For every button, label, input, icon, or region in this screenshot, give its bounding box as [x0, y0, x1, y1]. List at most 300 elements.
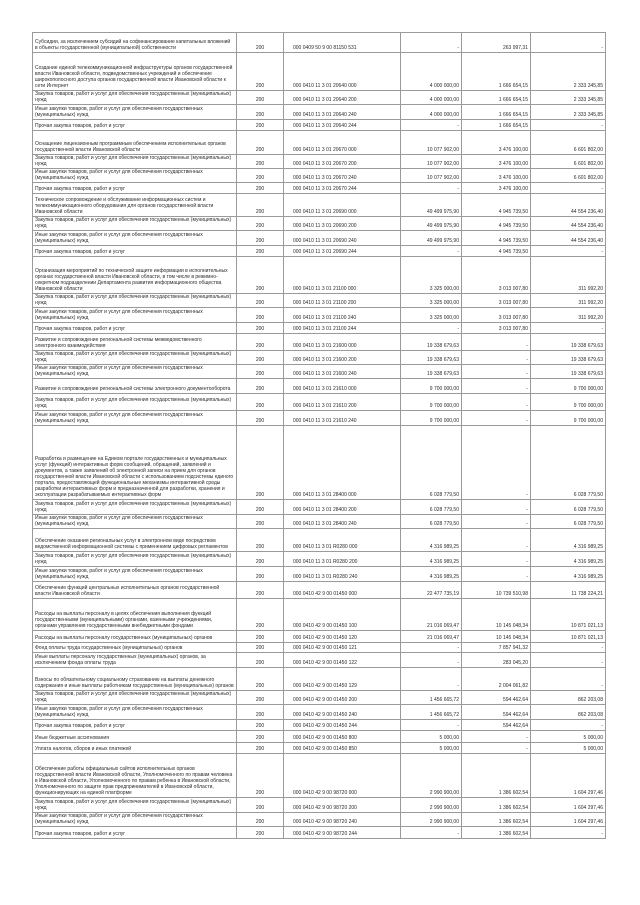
table-row: [33, 827, 606, 839]
row-budget-code: 000 0410 11 3 01 R0280 000: [284, 529, 401, 551]
row-executed-amount: 4 945 739,50: [462, 194, 531, 216]
row-approved-amount: 4 316 989,25: [401, 529, 462, 551]
row-budget-code: 000 0410 11 3 01 R0280 240: [284, 567, 401, 581]
row-budget-code: 000 0410 42 9 00 01450 850: [284, 743, 401, 753]
table-row: [33, 500, 606, 515]
row-budget-code: 000 0410 11 3 01 20640 200: [284, 91, 401, 104]
row-budget-code: 000 0410 42 9 00 01450 000: [284, 582, 401, 598]
row-approved-amount: 4 316 989,25: [401, 567, 462, 581]
row-unexecuted-amount: 6 028 779,50: [531, 500, 606, 514]
row-approved-amount: 4 316 989,25: [401, 552, 462, 566]
table-row: [33, 231, 606, 246]
row-description: Прочая закупка товаров, работ и услуг: [33, 183, 237, 193]
table-row: [33, 334, 606, 351]
row-executed-amount: -: [462, 351, 531, 364]
table-row: [33, 246, 606, 257]
row-executed-amount: 1 666 654,15: [462, 53, 531, 90]
row-line-code: 200: [237, 515, 284, 528]
row-approved-amount: 10 077 902,00: [401, 155, 462, 168]
row-unexecuted-amount: -: [531, 720, 606, 730]
row-budget-code: 000 0410 11 3 01 20670 200: [284, 155, 401, 168]
row-line-code: 200: [237, 308, 284, 322]
row-approved-amount: -: [401, 827, 462, 838]
row-executed-amount: 3 476 100,00: [462, 155, 531, 168]
row-line-code: 200: [237, 33, 284, 52]
table-row: [33, 813, 606, 827]
row-approved-amount: 10 077 902,00: [401, 131, 462, 154]
row-description: Закупка товаров, работ и услуг для обеспечения государственных (муниципальных) нужд: [33, 394, 237, 410]
row-line-code: 200: [237, 246, 284, 256]
row-executed-amount: 1 666 654,15: [462, 120, 531, 130]
row-budget-code: 000 0410 11 3 01 20690 244: [284, 246, 401, 256]
table-row: [33, 105, 606, 120]
row-line-code: 200: [237, 194, 284, 216]
table-row: [33, 731, 606, 743]
row-executed-amount: 1 386 602,54: [462, 827, 531, 838]
row-unexecuted-amount: 9 700 000,00: [531, 379, 606, 393]
row-approved-amount: 9 700 000,00: [401, 394, 462, 410]
row-description: Иные закупки товаров, работ и услуг для обеспечения государственных (муниципальных) нужд: [33, 567, 237, 581]
row-executed-amount: 4 945 739,50: [462, 246, 531, 256]
row-approved-amount: -: [401, 720, 462, 730]
row-executed-amount: 10 145 048,34: [462, 599, 531, 630]
row-description: Иные закупки товаров, работ и услуг для обеспечения государственных (муниципальных) нужд: [33, 365, 237, 378]
row-description: Иные закупки товаров, работ и услуг для обеспечения государственных (муниципальных) нужд: [33, 515, 237, 528]
table-row: [33, 529, 606, 552]
row-executed-amount: 4 945 739,50: [462, 231, 531, 245]
row-description: Фонд оплаты труда государственных (муниципальных) органов: [33, 643, 237, 652]
row-executed-amount: 594 462,64: [462, 691, 531, 704]
table-row: [33, 351, 606, 365]
row-approved-amount: 2 990 900,00: [401, 813, 462, 826]
row-unexecuted-amount: 19 338 679,63: [531, 334, 606, 350]
table-row: [33, 599, 606, 631]
budget-execution-table: [32, 32, 606, 839]
row-approved-amount: 4 000 000,00: [401, 105, 462, 119]
row-budget-code: 000 0410 42 9 00 01450 244: [284, 720, 401, 730]
row-executed-amount: 594 462,64: [462, 705, 531, 719]
row-approved-amount: 4 000 000,00: [401, 91, 462, 104]
row-line-code: 200: [237, 231, 284, 245]
row-unexecuted-amount: 1 604 297,46: [531, 798, 606, 812]
row-executed-amount: 1 386 602,54: [462, 813, 531, 826]
row-unexecuted-amount: 44 554 236,40: [531, 194, 606, 216]
row-executed-amount: -: [462, 731, 531, 742]
table-row: [33, 169, 606, 183]
table-row: [33, 308, 606, 323]
row-description: Закупка товаров, работ и услуг для обеспечения государственных (муниципальных) нужд: [33, 552, 237, 566]
row-executed-amount: -: [462, 500, 531, 514]
row-line-code: 200: [237, 120, 284, 130]
row-line-code: 200: [237, 529, 284, 551]
row-budget-code: 000 0410 42 9 00 01450 240: [284, 705, 401, 719]
row-unexecuted-amount: 10 871 021,13: [531, 631, 606, 642]
row-description: Оснащение лицензионным программным обеспечением исполнительных органов государственной власти Ивановской области: [33, 131, 237, 154]
row-line-code: 200: [237, 426, 284, 499]
row-approved-amount: 19 338 679,63: [401, 351, 462, 364]
row-line-code: 200: [237, 668, 284, 690]
row-executed-amount: 7 857 941,32: [462, 643, 531, 652]
row-budget-code: 000 0410 11 3 01 21100 200: [284, 294, 401, 307]
row-unexecuted-amount: 6 601 802,00: [531, 155, 606, 168]
row-executed-amount: -: [462, 394, 531, 410]
row-description: Развитие и сопровождение региональной системы электронного документооборота: [33, 379, 237, 393]
row-budget-code: 000 0410 42 9 00 01450 800: [284, 731, 401, 742]
table-row: [33, 183, 606, 194]
row-approved-amount: -: [401, 246, 462, 256]
table-row: [33, 643, 606, 653]
row-description: Прочая закупка товаров, работ и услуг: [33, 323, 237, 333]
row-line-code: 200: [237, 155, 284, 168]
row-approved-amount: 6 028 779,50: [401, 500, 462, 514]
table-row: [33, 515, 606, 529]
row-budget-code: 000 0410 42 9 00 98720 200: [284, 798, 401, 812]
row-budget-code: 000 0410 11 3 01 21600 200: [284, 351, 401, 364]
row-line-code: 200: [237, 91, 284, 104]
row-budget-code: 000 0410 42 9 00 01450 200: [284, 691, 401, 704]
row-line-code: 200: [237, 643, 284, 652]
row-unexecuted-amount: 2 333 345,85: [531, 105, 606, 119]
row-description: Иные закупки товаров, работ и услуг для обеспечения государственных (муниципальных) нужд: [33, 308, 237, 322]
table-row: [33, 798, 606, 813]
row-description: Организация мероприятий по технической защите информации в исполнительных органах государственной власти Ивановской области, в том числе в режимно-секретном подразделении Департамента развития информационного общества Ивановской области: [33, 257, 237, 293]
row-budget-code: 000 0410 11 3 01 21100 000: [284, 257, 401, 293]
row-line-code: 200: [237, 334, 284, 350]
row-budget-code: 000 0410 11 3 01 21600 000: [284, 334, 401, 350]
row-description: Закупка товаров, работ и услуг для обеспечения государственных (муниципальных) нужд: [33, 500, 237, 514]
row-executed-amount: 594 462,64: [462, 720, 531, 730]
table-row: [33, 411, 606, 426]
table-row: [33, 426, 606, 500]
row-unexecuted-amount: 4 316 989,25: [531, 552, 606, 566]
row-approved-amount: -: [401, 323, 462, 333]
row-unexecuted-amount: 6 601 802,00: [531, 131, 606, 154]
row-line-code: 200: [237, 217, 284, 230]
row-executed-amount: 2 004 061,82: [462, 668, 531, 690]
row-approved-amount: -: [401, 120, 462, 130]
table-row: [33, 705, 606, 720]
table-row: [33, 120, 606, 131]
table-row: [33, 720, 606, 731]
row-executed-amount: 1 386 602,54: [462, 754, 531, 797]
table-row: [33, 394, 606, 411]
row-description: Прочая закупка товаров, работ и услуг: [33, 246, 237, 256]
row-unexecuted-amount: 2 333 345,85: [531, 53, 606, 90]
row-executed-amount: 283 045,20: [462, 653, 531, 667]
row-description: Иные бюджетные ассигнования: [33, 731, 237, 742]
row-description: Закупка товаров, работ и услуг для обеспечения государственных (муниципальных) нужд: [33, 691, 237, 704]
row-description: Субсидии, за исключением субсидий на софинансирование капитальных вложений в объекты государственной (муниципальной) собственности: [33, 33, 237, 52]
row-executed-amount: 3 476 100,00: [462, 183, 531, 193]
row-description: Развитие и сопровождение региональной системы межведомственного электронного взаимодействия: [33, 334, 237, 350]
row-line-code: 200: [237, 411, 284, 425]
table-row: [33, 365, 606, 379]
row-line-code: 200: [237, 394, 284, 410]
row-unexecuted-amount: 862 203,08: [531, 691, 606, 704]
row-budget-code: 000 0410 11 3 01 28400 200: [284, 500, 401, 514]
row-line-code: 200: [237, 169, 284, 182]
row-description: Расходы на выплаты персоналу в целях обеспечения выполнения функций государственными (муниципальными) органами, казенными учреждениями, органами управления государственными внебюджетными фондами: [33, 599, 237, 630]
table-row: [33, 155, 606, 169]
row-description: Закупка товаров, работ и услуг для обеспечения государственных (муниципальных) нужд: [33, 798, 237, 812]
row-budget-code: 000 0410 11 3 01 20670 000: [284, 131, 401, 154]
row-approved-amount: 6 028 779,50: [401, 515, 462, 528]
row-unexecuted-amount: -: [531, 120, 606, 130]
row-unexecuted-amount: 311 992,20: [531, 257, 606, 293]
row-budget-code: 000 0410 42 9 00 01450 122: [284, 653, 401, 667]
row-executed-amount: -: [462, 426, 531, 499]
row-budget-code: 000 0410 11 3 01 28400 240: [284, 515, 401, 528]
row-description: Иные закупки товаров, работ и услуг для обеспечения государственных (муниципальных) нужд: [33, 105, 237, 119]
row-unexecuted-amount: -: [531, 183, 606, 193]
row-unexecuted-amount: 44 554 236,40: [531, 231, 606, 245]
row-budget-code: 000 0410 42 9 00 01450 120: [284, 631, 401, 642]
row-executed-amount: 1 386 602,54: [462, 798, 531, 812]
row-approved-amount: 49 499 975,90: [401, 231, 462, 245]
row-unexecuted-amount: 2 333 345,85: [531, 91, 606, 104]
row-approved-amount: 1 456 665,72: [401, 691, 462, 704]
row-executed-amount: 1 666 654,15: [462, 91, 531, 104]
row-unexecuted-amount: 19 338 679,63: [531, 351, 606, 364]
row-unexecuted-amount: -: [531, 33, 606, 52]
row-description: Закупка товаров, работ и услуг для обеспечения государственных (муниципальных) нужд: [33, 91, 237, 104]
table-row: [33, 217, 606, 231]
row-unexecuted-amount: 44 554 236,40: [531, 217, 606, 230]
row-unexecuted-amount: 9 700 000,00: [531, 411, 606, 425]
row-description: Иные закупки товаров, работ и услуг для обеспечения государственных (муниципальных) нужд: [33, 813, 237, 826]
row-unexecuted-amount: 5 000,00: [531, 731, 606, 742]
row-description: Закупка товаров, работ и услуг для обеспечения государственных (муниципальных) нужд: [33, 351, 237, 364]
table-row: [33, 91, 606, 105]
row-unexecuted-amount: 10 871 021,13: [531, 599, 606, 630]
row-budget-code: 000 0410 11 3 01 21100 240: [284, 308, 401, 322]
row-budget-code: 000 0410 11 3 01 20690 000: [284, 194, 401, 216]
table-row: [33, 294, 606, 308]
row-executed-amount: -: [462, 379, 531, 393]
row-approved-amount: 2 990 900,00: [401, 798, 462, 812]
row-description: Взносы по обязательному социальному страхованию на выплаты денежного содержания и иные выплаты работникам государственных (муниципальных) органов: [33, 668, 237, 690]
row-executed-amount: -: [462, 365, 531, 378]
row-unexecuted-amount: -: [531, 246, 606, 256]
row-executed-amount: 3 476 100,00: [462, 169, 531, 182]
row-unexecuted-amount: 1 604 297,46: [531, 813, 606, 826]
row-description: Иные закупки товаров, работ и услуг для обеспечения государственных (муниципальных) нужд: [33, 411, 237, 425]
table-row: [33, 567, 606, 582]
row-description: Закупка товаров, работ и услуг для обеспечения государственных (муниципальных) нужд: [33, 217, 237, 230]
row-line-code: 200: [237, 798, 284, 812]
row-unexecuted-amount: 311 992,20: [531, 294, 606, 307]
row-budget-code: 000 0410 11 3 01 21610 240: [284, 411, 401, 425]
row-executed-amount: 3 476 100,00: [462, 131, 531, 154]
row-line-code: 200: [237, 323, 284, 333]
row-line-code: 200: [237, 705, 284, 719]
row-approved-amount: -: [401, 33, 462, 52]
row-unexecuted-amount: 862 203,08: [531, 705, 606, 719]
table-row: [33, 582, 606, 599]
row-approved-amount: 3 325 000,00: [401, 294, 462, 307]
row-line-code: 200: [237, 743, 284, 753]
row-executed-amount: 3 013 007,80: [462, 294, 531, 307]
row-description: Иные выплаты персоналу государственных (муниципальных) органов, за исключением фонда оплаты труда: [33, 653, 237, 667]
row-line-code: 200: [237, 105, 284, 119]
table-row: [33, 33, 606, 53]
row-description: Иные закупки товаров, работ и услуг для обеспечения государственных (муниципальных) нужд: [33, 705, 237, 719]
row-budget-code: 000 0410 11 3 01 21600 240: [284, 365, 401, 378]
row-budget-code: 000 0410 11 3 01 21610 200: [284, 394, 401, 410]
row-budget-code: 000 0410 11 3 01 20690 240: [284, 231, 401, 245]
row-approved-amount: 21 016 069,47: [401, 599, 462, 630]
table-row: [33, 754, 606, 798]
row-approved-amount: 21 016 069,47: [401, 631, 462, 642]
row-budget-code: 000 0410 42 9 00 98720 000: [284, 754, 401, 797]
table-row: [33, 379, 606, 394]
table-row: [33, 653, 606, 668]
table-row: [33, 53, 606, 91]
row-line-code: 200: [237, 53, 284, 90]
row-line-code: 200: [237, 183, 284, 193]
table-row: [33, 552, 606, 567]
row-approved-amount: 5 000,00: [401, 731, 462, 742]
row-executed-amount: 4 945 739,50: [462, 217, 531, 230]
row-unexecuted-amount: 6 601 802,00: [531, 169, 606, 182]
row-approved-amount: 3 325 000,00: [401, 308, 462, 322]
row-description: Иные закупки товаров, работ и услуг для обеспечения государственных (муниципальных) нужд: [33, 169, 237, 182]
row-description: Обеспечение оказания региональных услуг в электронном виде посредством ведомственной информационной системы с применением цифровых регламентов: [33, 529, 237, 551]
row-unexecuted-amount: -: [531, 653, 606, 667]
row-approved-amount: 1 456 665,72: [401, 705, 462, 719]
row-budget-code: 000 0410 11 3 01 20640 244: [284, 120, 401, 130]
row-budget-code: 000 0410 42 9 00 01450 129: [284, 668, 401, 690]
row-unexecuted-amount: 311 992,20: [531, 308, 606, 322]
row-description: Разработка и размещение на Едином портале государственных и муниципальных услуг (функций) интерактивных форм сообщений, обращений, заявлений и документов, а также заявлений об электронной записи на прием для органов государственной власти Ивановской области с использованием подсистемы единого портала, предоставляющей функциональные механизмы интерактивной среды разработки интерактивных форм и предназначенной для разработки, хранения и эксплуатации разрабатываемых интерактивных форм: [33, 426, 237, 499]
row-approved-amount: -: [401, 183, 462, 193]
row-budget-code: 000 0410 42 9 00 01450 100: [284, 599, 401, 630]
row-executed-amount: 10 739 510,98: [462, 582, 531, 598]
row-unexecuted-amount: 4 316 989,25: [531, 567, 606, 581]
row-line-code: 200: [237, 691, 284, 704]
row-line-code: 200: [237, 653, 284, 667]
row-unexecuted-amount: -: [531, 668, 606, 690]
row-line-code: 200: [237, 567, 284, 581]
row-line-code: 200: [237, 131, 284, 154]
row-approved-amount: 9 700 000,00: [401, 411, 462, 425]
row-budget-code: 000 0410 11 3 01 28400 000: [284, 426, 401, 499]
row-unexecuted-amount: 6 028 779,50: [531, 426, 606, 499]
row-approved-amount: 22 477 735,19: [401, 582, 462, 598]
row-budget-code: 000 0410 42 9 00 98720 240: [284, 813, 401, 826]
row-line-code: 200: [237, 257, 284, 293]
row-unexecuted-amount: -: [531, 323, 606, 333]
table-row: [33, 743, 606, 754]
row-unexecuted-amount: -: [531, 827, 606, 838]
row-line-code: 200: [237, 365, 284, 378]
row-executed-amount: -: [462, 529, 531, 551]
row-description: Прочая закупка товаров, работ и услуг: [33, 720, 237, 730]
row-description: Техническое сопровождение и обслуживание информационных систем и телекоммуникационного оборудования для органов государственной власти Ивановской области: [33, 194, 237, 216]
row-unexecuted-amount: 1 604 297,46: [531, 754, 606, 797]
row-budget-code: 000 0410 11 3 01 20670 240: [284, 169, 401, 182]
row-approved-amount: -: [401, 643, 462, 652]
table-row: [33, 631, 606, 643]
row-description: Обеспечение функций центральных исполнительных органов государственной власти Ивановской области: [33, 582, 237, 598]
row-line-code: 200: [237, 813, 284, 826]
row-executed-amount: -: [462, 567, 531, 581]
row-line-code: 200: [237, 379, 284, 393]
row-executed-amount: -: [462, 552, 531, 566]
row-executed-amount: 3 013 007,80: [462, 308, 531, 322]
row-approved-amount: 5 000,00: [401, 743, 462, 753]
row-approved-amount: -: [401, 668, 462, 690]
row-budget-code: 000 0410 11 3 01 20640 000: [284, 53, 401, 90]
row-approved-amount: 3 325 000,00: [401, 257, 462, 293]
row-budget-code: 000 0410 42 9 00 01450 121: [284, 643, 401, 652]
table-row: [33, 194, 606, 217]
row-line-code: 200: [237, 582, 284, 598]
row-line-code: 200: [237, 552, 284, 566]
row-executed-amount: -: [462, 515, 531, 528]
row-unexecuted-amount: 19 338 679,63: [531, 365, 606, 378]
row-description: Прочая закупка товаров, работ и услуг: [33, 120, 237, 130]
row-approved-amount: 19 338 679,63: [401, 365, 462, 378]
row-line-code: 200: [237, 731, 284, 742]
row-unexecuted-amount: 5 000,00: [531, 743, 606, 753]
row-description: Закупка товаров, работ и услуг для обеспечения государственных (муниципальных) нужд: [33, 294, 237, 307]
row-unexecuted-amount: 11 738 224,21: [531, 582, 606, 598]
table-row: [33, 323, 606, 334]
row-executed-amount: -: [462, 334, 531, 350]
row-approved-amount: 4 000 000,00: [401, 53, 462, 90]
row-budget-code: 000 0410 11 3 01 20640 240: [284, 105, 401, 119]
row-approved-amount: 49 499 975,90: [401, 217, 462, 230]
row-budget-code: 000 0410 11 3 01 R0280 200: [284, 552, 401, 566]
row-approved-amount: 19 338 679,63: [401, 334, 462, 350]
row-budget-code: 000 0409 50 9 00 81150 531: [284, 33, 401, 52]
row-executed-amount: 3 013 007,80: [462, 257, 531, 293]
row-approved-amount: 2 990 900,00: [401, 754, 462, 797]
row-description: Прочая закупка товаров, работ и услуг: [33, 827, 237, 838]
row-description: Уплата налогов, сборов и иных платежей: [33, 743, 237, 753]
row-line-code: 200: [237, 827, 284, 838]
row-executed-amount: -: [462, 411, 531, 425]
row-budget-code: 000 0410 11 3 01 20690 200: [284, 217, 401, 230]
row-unexecuted-amount: 6 028 779,50: [531, 515, 606, 528]
row-line-code: 200: [237, 631, 284, 642]
row-approved-amount: 9 700 000,00: [401, 379, 462, 393]
row-unexecuted-amount: -: [531, 643, 606, 652]
row-approved-amount: -: [401, 653, 462, 667]
row-approved-amount: 6 028 779,50: [401, 426, 462, 499]
row-budget-code: 000 0410 11 3 01 21100 244: [284, 323, 401, 333]
row-line-code: 200: [237, 294, 284, 307]
row-description: Создание единой телекоммуникационной инфраструктуры органов государственной власти Ивановской области, подведомственных учреждений и обеспечение широкополосного доступа органов государственной власти Ивановской области к сети Интернет: [33, 53, 237, 90]
row-description: Иные закупки товаров, работ и услуг для обеспечения государственных (муниципальных) нужд: [33, 231, 237, 245]
row-executed-amount: 3 013 007,80: [462, 323, 531, 333]
table-row: [33, 691, 606, 705]
table-row: [33, 257, 606, 294]
row-approved-amount: 10 077 902,00: [401, 169, 462, 182]
row-line-code: 200: [237, 500, 284, 514]
row-executed-amount: -: [462, 743, 531, 753]
row-line-code: 200: [237, 351, 284, 364]
row-line-code: 200: [237, 754, 284, 797]
row-line-code: 200: [237, 599, 284, 630]
row-approved-amount: 49 499 975,90: [401, 194, 462, 216]
row-executed-amount: 10 145 048,34: [462, 631, 531, 642]
row-executed-amount: 263 997,31: [462, 33, 531, 52]
row-description: Закупка товаров, работ и услуг для обеспечения государственных (муниципальных) нужд: [33, 155, 237, 168]
row-unexecuted-amount: 9 700 000,00: [531, 394, 606, 410]
row-budget-code: 000 0410 11 3 01 21610 000: [284, 379, 401, 393]
